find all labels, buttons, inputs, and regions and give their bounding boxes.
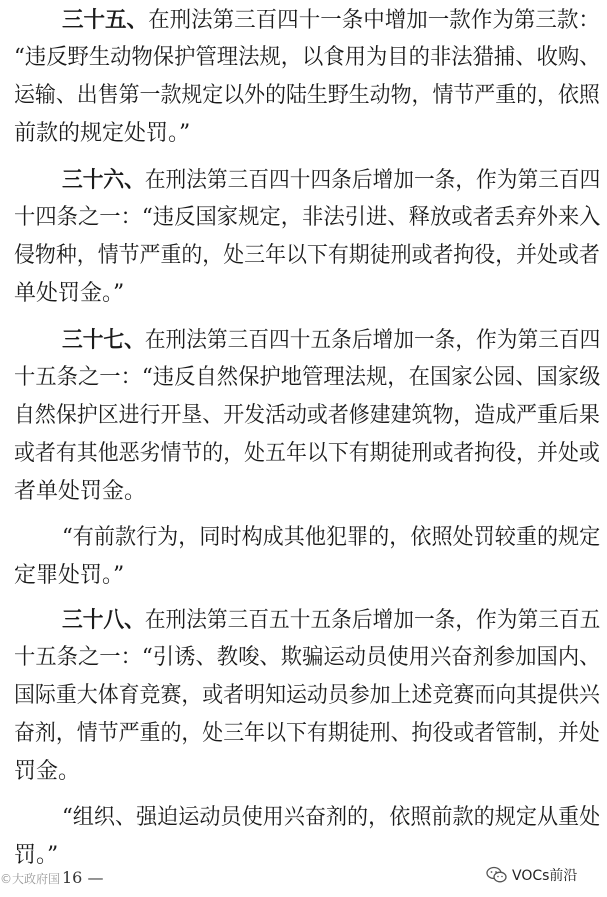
- text-line: [14, 366, 600, 390]
- line-text: 十五条之一：“违反自然保护地管理法规，在国家公园、国家级: [14, 365, 601, 390]
- line-text: “有前款行为，同时构成其他犯罪的，依照处罚较重的规定: [62, 525, 601, 550]
- line-text: 单处罚金。”: [14, 281, 125, 306]
- line-text: 罚。”: [14, 843, 59, 868]
- line-text: “组织、强迫运动员使用兴奋剂的，依照前款的规定从重处: [62, 805, 601, 830]
- wechat-icon: [486, 866, 508, 884]
- line-text: 运输、出售第一款规定以外的陆生野生动物，情节严重的，依照: [14, 83, 600, 108]
- line-text: 定罪处罚。”: [14, 563, 125, 588]
- brand-name: VOCs前沿: [512, 868, 578, 884]
- text-line: [14, 282, 124, 306]
- text-line: [14, 122, 190, 146]
- line-text: 自然保护区进行开垦、开发活动或者修建建筑物，造成严重后果: [14, 403, 600, 428]
- line-text: 奋剂，情节严重的，处三年以下有期徒刑、拘役或者管制，并处: [14, 721, 600, 746]
- text-line: [62, 8, 600, 33]
- article-number: 三十八、: [62, 607, 145, 633]
- text-line: [62, 608, 600, 633]
- text-line: [14, 480, 146, 504]
- text-line: [14, 760, 80, 784]
- watermark-left: ©大政府国: [0, 872, 61, 886]
- article-number: 三十七、: [62, 327, 145, 353]
- page-number: 16 —: [62, 868, 104, 887]
- line-text: 十五条之一：“引诱、教唆、欺骗运动员使用兴奋剂参加国内、: [14, 645, 601, 670]
- brand-watermark: [486, 864, 577, 886]
- text-line: [14, 722, 600, 746]
- line-text: 在刑法第三百五十五条后增加一条，作为第三百五: [144, 608, 601, 633]
- text-line: [62, 328, 600, 353]
- text-line: [14, 46, 600, 70]
- line-text: 者单处罚金。: [14, 479, 147, 504]
- text-line: [14, 84, 600, 108]
- line-text: 前款的规定处罚。”: [14, 121, 191, 146]
- text-line: [62, 526, 600, 550]
- line-text: 或者有其他恶劣情节的，处五年以下有期徒刑或者拘役，并处或: [14, 441, 600, 466]
- text-line: [14, 206, 600, 230]
- line-text: 十四条之一：“违反国家规定，非法引进、释放或者丢弃外来入: [14, 205, 601, 230]
- text-line: [14, 404, 600, 428]
- text-line: [62, 168, 600, 193]
- line-text: 在刑法第三百四十一条中增加一款作为第三款：: [148, 8, 600, 33]
- text-line: [14, 646, 600, 670]
- line-text: 国际重大体育竞赛，或者明知运动员参加上述竞赛而向其提供兴: [14, 683, 600, 708]
- line-text: 罚金。: [14, 759, 81, 784]
- text-line: [14, 442, 600, 466]
- line-text: 侵物种，情节严重的，处三年以下有期徒刑或者拘役，并处或者: [14, 243, 600, 268]
- page-footer: [0, 862, 607, 897]
- line-text: “违反野生动物保护管理法规，以食用为目的非法猎捕、收购、: [14, 45, 601, 70]
- text-line: [14, 244, 600, 268]
- text-line: [62, 806, 600, 830]
- article-number: 三十五、: [62, 7, 149, 33]
- article-number: 三十六、: [62, 167, 145, 193]
- line-text: 在刑法第三百四十四条后增加一条，作为第三百四: [144, 168, 601, 193]
- line-text: 在刑法第三百四十五条后增加一条，作为第三百四: [144, 328, 601, 353]
- text-line: [14, 684, 600, 708]
- text-line: [14, 564, 124, 588]
